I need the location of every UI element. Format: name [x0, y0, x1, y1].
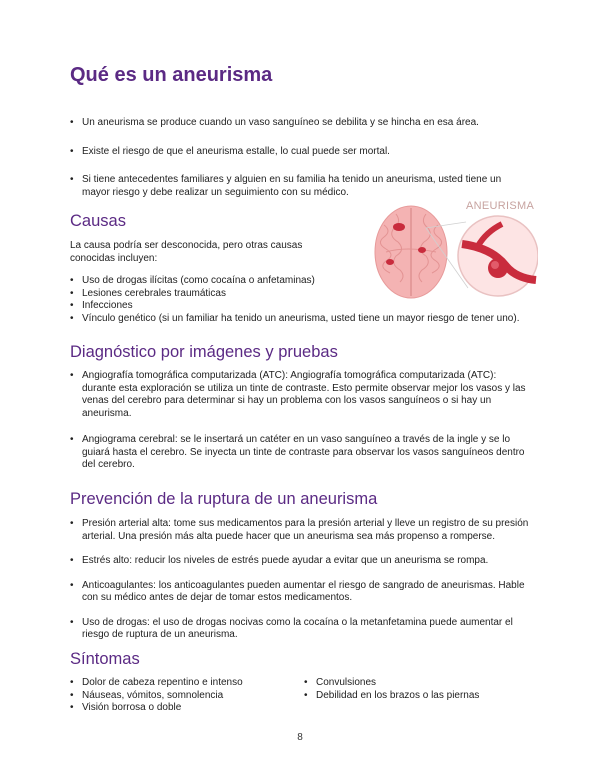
causes-list — [70, 275, 550, 325]
prevention-item: • Estrés alto: reducir los niveles de estrés puede ayudar a evitar que un aneurisma se rompa. — [70, 555, 535, 568]
cause-item: • Infecciones — [70, 300, 550, 313]
intro-list — [70, 117, 540, 199]
symptom-item: • Convulsiones — [304, 677, 540, 690]
page-title: Qué es un aneurisma — [70, 64, 273, 86]
diagnosis-item: • Angiografía tomográfica computarizada (ATC): Angiografía tomográfica computarizada (ATC): durante esta exploración se utiliza un tinte de contraste. Esto permite observar mejor los vasos y las venas del cerebro para determinar si hay un problema con los vasos sanguíneos o si hay un aneurisma. — [70, 370, 530, 420]
prevention-list — [70, 518, 535, 654]
diagnosis-list — [70, 370, 530, 472]
diagnosis-item: • Angiograma cerebral: se le insertará un catéter en un vaso sanguíneo a través de la ingle y se lo guiará hasta el cerebro. Se inyecta un tinte de contraste para observar los vasos sanguíneos dentro del cerebro. — [70, 434, 530, 472]
aneurysm-illustration-label: ANEURISMA — [466, 200, 535, 212]
symptom-item: • Náuseas, vómitos, somnolencia — [70, 690, 300, 703]
symptoms-list-col1 — [70, 677, 300, 715]
prevention-item: • Presión arterial alta: tome sus medicamentos para la presión arterial y lleve un registro de su presión arterial. Una presión más alta puede hacer que un aneurisma sea más propenso a romperse. — [70, 518, 535, 543]
symptom-item: • Debilidad en los brazos o las piernas — [304, 690, 540, 703]
intro-item: • Un aneurisma se produce cuando un vaso sanguíneo se debilita y se hincha en esa área. — [70, 117, 540, 130]
cause-item: • Vínculo genético (si un familiar ha tenido un aneurisma, usted tiene un mayor riesgo de tener uno). — [70, 313, 550, 326]
page-number: 8 — [297, 732, 303, 743]
intro-item: • Existe el riesgo de que el aneurisma estalle, lo cual puede ser mortal. — [70, 146, 540, 159]
cause-item: • Uso de drogas ilícitas (como cocaína o anfetaminas) — [70, 275, 550, 288]
symptoms-heading: Síntomas — [70, 650, 140, 668]
prevention-heading: Prevención de la ruptura de un aneurisma — [70, 490, 378, 508]
symptom-item: • Visión borrosa o doble — [70, 702, 300, 715]
symptom-item: • Dolor de cabeza repentino e intenso — [70, 677, 300, 690]
prevention-item: • Uso de drogas: el uso de drogas nocivas como la cocaína o la metanfetamina puede aumentar el riesgo de ruptura de un aneurisma. — [70, 617, 535, 642]
causes-text: La causa podría ser desconocida, pero otras causas conocidas incluyen: — [70, 240, 303, 264]
diagnosis-heading: Diagnóstico por imágenes y pruebas — [70, 343, 338, 361]
causes-heading: Causas — [70, 212, 126, 230]
intro-item: • Si tiene antecedentes familiares y alguien en su familia ha tenido un aneurisma, usted tiene un mayor riesgo y debe realizar un seguimiento con su médico. — [70, 174, 512, 199]
cause-item: • Lesiones cerebrales traumáticas — [70, 288, 550, 301]
prevention-item: • Anticoagulantes: los anticoagulantes pueden aumentar el riesgo de sangrado de aneurismas. Hable con su médico antes de dejar de tomar estos medicamentos. — [70, 580, 535, 605]
symptoms-list-col2 — [304, 677, 540, 702]
